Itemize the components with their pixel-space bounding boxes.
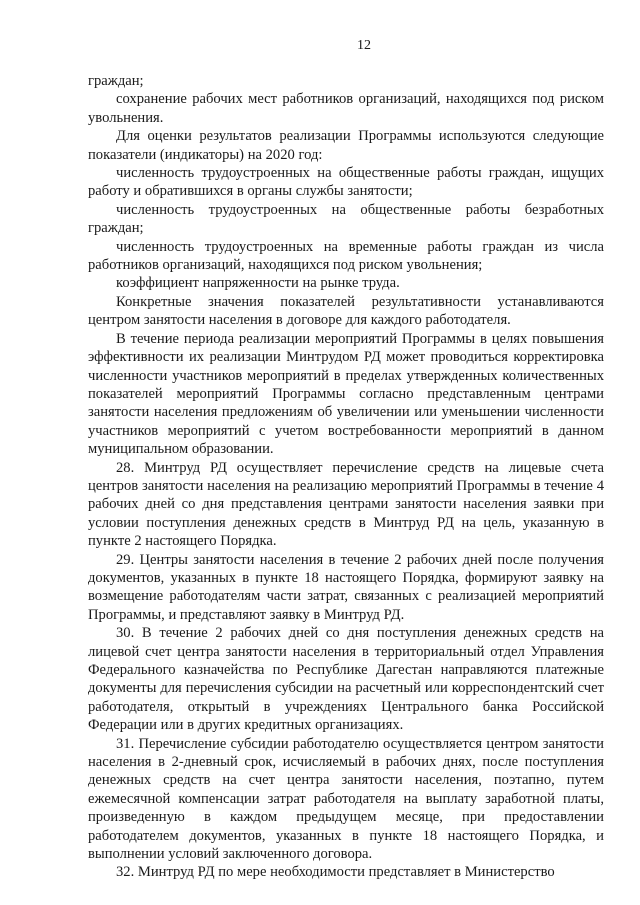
paragraph-item-31: 31. Перечисление субсидии работодателю осуществляется центром занятости населения в 2-дневный срок, исчисляемый в рабочих днях, после поступления денежных средств на счет центра занятости населения, поэтапно, путем ежемесячной компенсации затрат работодателя на выплату заработной платы, произведенную в каждом предыдущем месяце, при предоставлении работодателем документов, указанных в пункте 18 настоящего Порядка, и выполнении условий заключенного договора. [88,735,604,863]
paragraph: граждан; [88,73,144,89]
paragraph-item-29: 29. Центры занятости населения в течение 2 рабочих дней после получения документов, указанных в пункте 18 настоящего Порядка, формируют заявку на возмещение работодателям части затрат, связанных с реализацией мероприятий Программы, и представляют заявку в Минтруд РД. [88,551,604,623]
paragraph: численность трудоустроенных на общественные работы граждан, ищущих работу и обратившихся в органы службы занятости; [88,165,604,200]
document-body [88,72,604,882]
page-number: 12 [357,38,371,53]
paragraph-item-32: 32. Минтруд РД по мере необходимости представляет в Министерство [116,864,555,881]
paragraph-item-28: 28. Минтруд РД осуществляет перечисление средств на лицевые счета центров занятости населения на реализацию мероприятий Программы в течение 4 рабочих дней со дня представления центрами занятости населения заявки при условии поступления денежных средств в Минтруд РД на цель, указанную в пункте 2 настоящего Порядка. [88,459,604,550]
paragraph: Для оценки результатов реализации Программы используются следующие показатели (индикаторы) на 2020 год: [88,128,604,163]
paragraph: численность трудоустроенных на временные работы граждан из числа работников организаций, находящихся под риском увольнения; [88,238,604,274]
paragraph-item-30: 30. В течение 2 рабочих дней со дня поступления денежных средств на лицевой счет центра занятости населения в территориальный отдел Управления Федерального казначейства по Республике Дагестан направляются платежные документы для перечисления субсидии на расчетный или корреспондентский счет работодателя, открытый в учреждениях Центрального банка Российской Федерации или в других кредитных организациях. [88,625,604,734]
paragraph: Конкретные значения показателей результативности устанавливаются центром занятости населения в договоре для каждого работодателя. [88,293,604,329]
paragraph: численность трудоустроенных на общественные работы безработных граждан; [88,201,604,237]
paragraph: сохранение рабочих мест работников организаций, находящихся под риском увольнения. [88,91,604,126]
paragraph: коэффициент напряженности на рынке труда. [116,275,400,292]
paragraph: В течение периода реализации мероприятий Программы в целях повышения эффективности их реализации Минтрудом РД может проводиться корректировка численности участников мероприятий в пределах утвержденных количественных показателей мероприятий Программы согласно представленным центрами занятости населения предложениям об увеличении или уменьшении численности участников мероприятий с учетом востребованности мероприятий в данном муниципальном образовании. [88,330,604,458]
